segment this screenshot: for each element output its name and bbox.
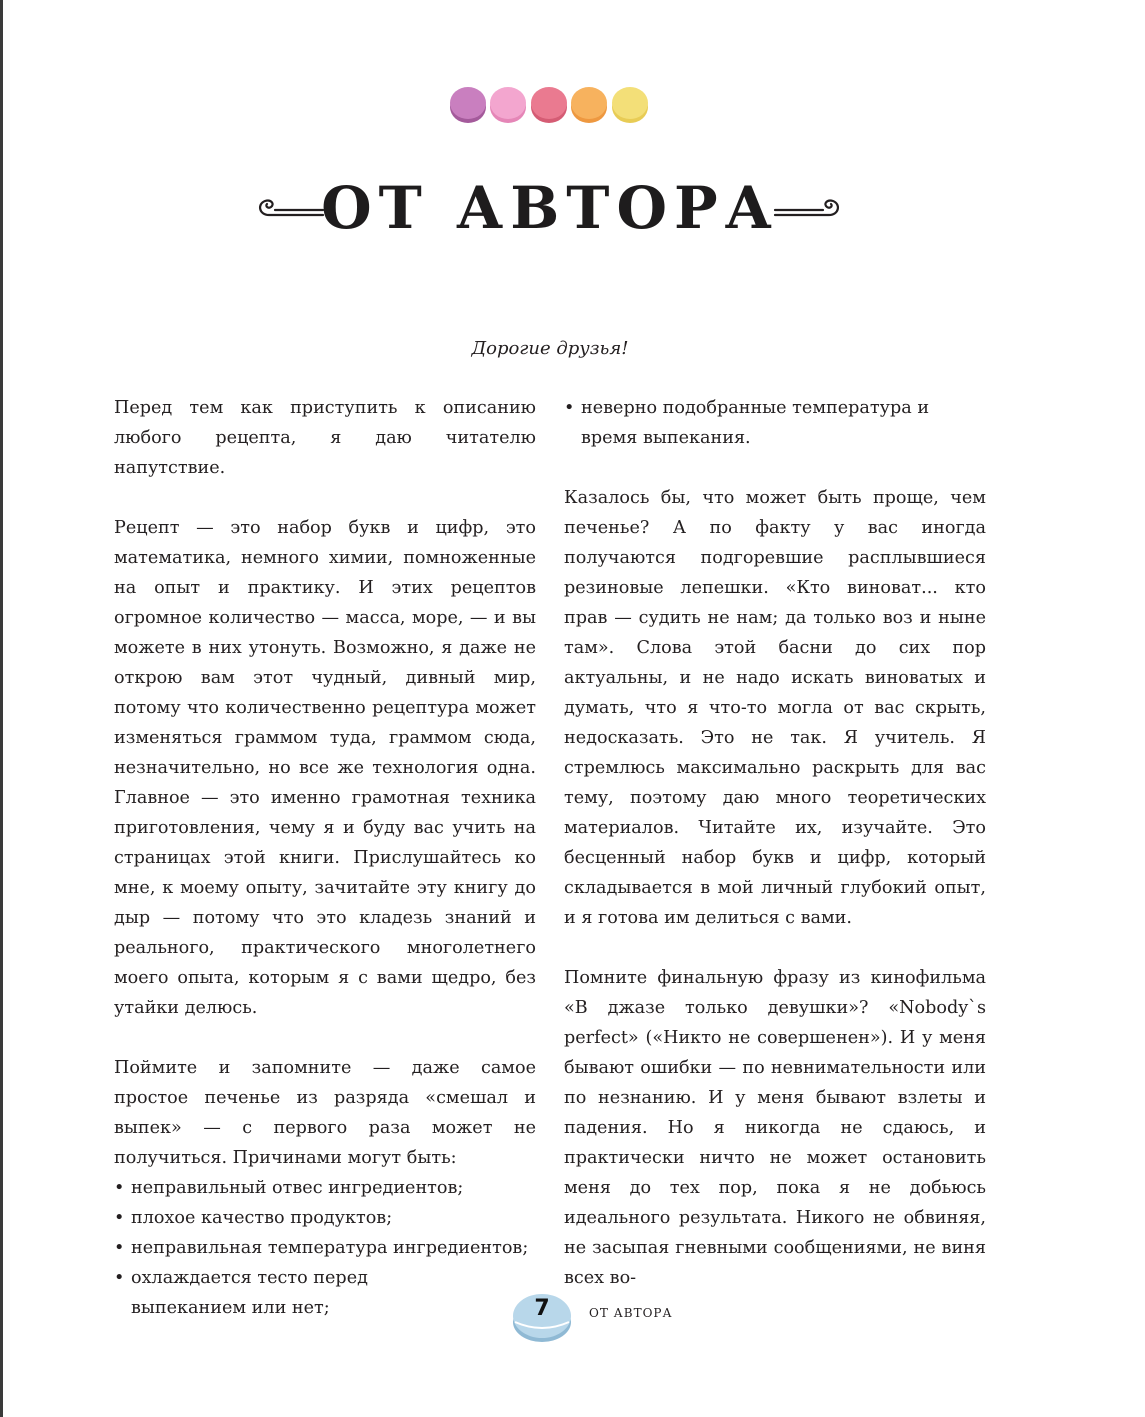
page-title: ОТ АВТОРА [321,174,779,242]
right-column [564,393,986,1323]
page-footer [512,1286,732,1346]
list-item: • неправильный отвес ингредиентов; [114,1173,536,1203]
left-column [114,393,536,1353]
macaron-yellow-icon [612,87,648,123]
title-row [0,168,1145,248]
paragraph: Рецепт — это набор букв и цифр, это математика, немного химии, помноженные на опыт и практику. И этих рецептов огромное количество — масса, море, — и вы можете в них утонуть. Возможно, я даже не открою вам этот чудный, дивный мир, потому что количественно рецептура может изменяться граммом туда, граммом сюда, незначительно, но все же технология одна. Главное — это именно грамотная техника приготовления, чему я и буду вас учить на страницах этой книги. Прислушайтесь ко мне, к моему опыту, зачитайте эту книгу до дыр — потому что это кладезь знаний и реального, практического многолетнего моего опыта, которым я с вами щедро, без утайки делюсь. [114,518,536,1018]
macaron-coral-icon [531,87,567,123]
greeting: Дорогие друзья! [471,338,629,359]
causes-list [114,1173,536,1323]
running-head: ОТ АВТОРА [589,1306,673,1320]
macaron-orange-icon [571,87,607,123]
paragraph: Поймите и запомните — даже самое простое печенье из разряда «смешал и выпек» — с первого раза может не получиться. Причинами могут быть: [114,1058,536,1168]
page-number: 7 [534,1296,550,1321]
causes-list-continued [564,393,986,453]
paragraph: Перед тем как приступить к описанию любого рецепта, я даю читателю напутствие. [114,398,536,478]
macaron-purple-icon [450,87,486,123]
paragraph: Помните финальную фразу из кинофильма «В джазе только девушки»? «Nobody`s perfect» («Никто не совершенен»). И у меня бывают ошибки — по невнимательности или по незнанию. И у меня бывают взлеты и падения. Но я никогда не сдаюсь, и практически ничто не может остановить меня до тех пор, пока я не добьюсь идеального результата. Никого не обвиняя, не засыпая гневными сообщениями, не виня всех во- [564,968,986,1288]
list-item: • плохое качество продуктов; [114,1203,536,1233]
list-item: • охлаждается тесто перед выпеканием или нет; [114,1263,536,1323]
macarons-decoration [447,82,652,126]
macaron-pink-icon [490,87,526,123]
list-item: • неправильная температура ингредиентов; [114,1233,536,1263]
right-flourish-icon [773,188,843,228]
list-item: • неверно подобранные температура и время выпекания. [564,393,986,453]
paragraph: Казалось бы, что может быть проще, чем печенье? А по факту у вас иногда получаются подгоревшие расплывшиеся резиновые лепешки. «Кто виноват... кто прав — судить не нам; да только воз и ныне там». Слова этой басни до сих пор актуальны, и не надо искать виноватых и думать, что я что-то могла от вас скрыть, недосказать. Это не так. Я учитель. Я стремлюсь максимально раскрыть для вас тему, поэтому даю много теоретических материалов. Читайте их, изучайте. Это бесценный набор букв и цифр, который складывается в мой личный глубокий опыт, и я готова им делиться с вами. [564,488,986,928]
